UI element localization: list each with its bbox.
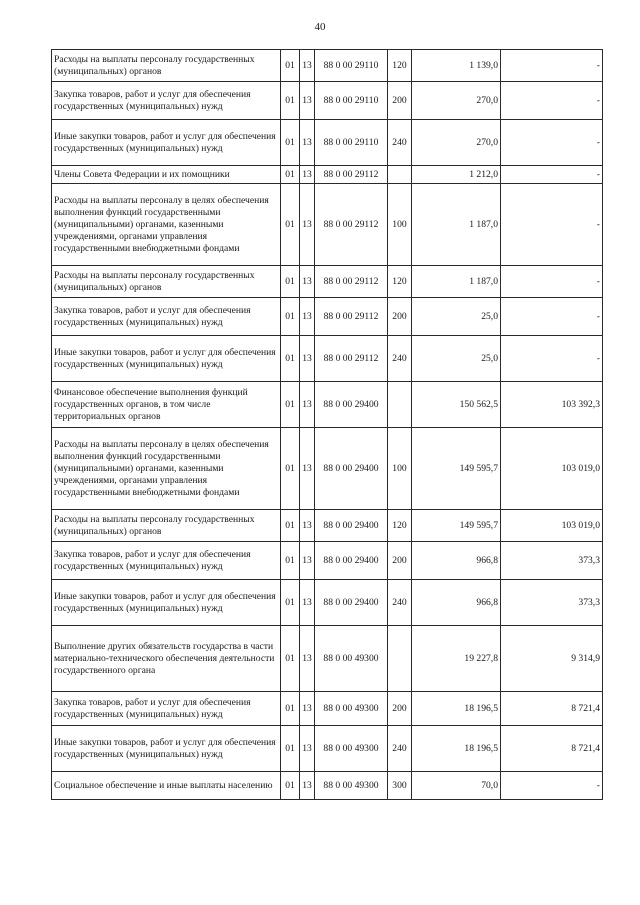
row-name: Закупка товаров, работ и услуг для обеспечения государственных (муниципальных) нужд: [52, 82, 281, 120]
row-name: Иные закупки товаров, работ и услуг для обеспечения государственных (муниципальных) нужд: [52, 726, 281, 772]
row-expense-code: 88 0 00 29110: [315, 120, 388, 166]
row-amount-2: -: [501, 184, 603, 266]
row-expense-type: [388, 382, 412, 428]
table-row: [52, 120, 603, 166]
row-expense-code: 88 0 00 29400: [315, 580, 388, 626]
row-expense-type: 100: [388, 428, 412, 510]
row-expense-code: 88 0 00 29110: [315, 50, 388, 82]
row-amount-2: -: [501, 120, 603, 166]
row-name: Расходы на выплаты персоналу государственных (муниципальных) органов: [52, 50, 281, 82]
table-row: [52, 298, 603, 336]
table-row: [52, 266, 603, 298]
row-amount-1: 18 196,5: [412, 692, 501, 726]
row-amount-1: 149 595,7: [412, 510, 501, 542]
row-amount-2: 103 019,0: [501, 428, 603, 510]
row-expense-type: 100: [388, 184, 412, 266]
row-amount-1: 966,8: [412, 580, 501, 626]
row-section-code: 01: [281, 772, 300, 800]
row-section-code: 01: [281, 382, 300, 428]
row-amount-2: -: [501, 166, 603, 184]
row-subsection-code: 13: [300, 298, 315, 336]
row-section-code: 01: [281, 120, 300, 166]
row-subsection-code: 13: [300, 82, 315, 120]
row-name: Расходы на выплаты персоналу государственных (муниципальных) органов: [52, 266, 281, 298]
table-row: [52, 772, 603, 800]
row-name: Финансовое обеспечение выполнения функций государственных органов, в том числе территориальных органов: [52, 382, 281, 428]
row-expense-code: 88 0 00 49300: [315, 726, 388, 772]
row-expense-type: 120: [388, 510, 412, 542]
row-amount-1: 1 212,0: [412, 166, 501, 184]
row-subsection-code: 13: [300, 120, 315, 166]
row-name: Расходы на выплаты персоналу в целях обеспечения выполнения функций государственными (муниципальными) органами, казенными учреждениями, органами управления государственными внебюджетными фондами: [52, 184, 281, 266]
row-amount-2: 373,3: [501, 542, 603, 580]
row-section-code: 01: [281, 626, 300, 692]
row-subsection-code: 13: [300, 580, 315, 626]
table-row: [52, 510, 603, 542]
row-section-code: 01: [281, 542, 300, 580]
row-expense-code: 88 0 00 49300: [315, 692, 388, 726]
row-name: Расходы на выплаты персоналу в целях обеспечения выполнения функций государственными (муниципальными) органами, казенными учреждениями, органами управления государственными внебюджетными фондами: [52, 428, 281, 510]
row-section-code: 01: [281, 692, 300, 726]
row-section-code: 01: [281, 184, 300, 266]
row-amount-1: 270,0: [412, 120, 501, 166]
row-name: Члены Совета Федерации и их помощники: [52, 166, 281, 184]
row-expense-code: 88 0 00 29400: [315, 382, 388, 428]
row-name: Закупка товаров, работ и услуг для обеспечения государственных (муниципальных) нужд: [52, 298, 281, 336]
row-amount-2: -: [501, 266, 603, 298]
row-subsection-code: 13: [300, 166, 315, 184]
row-expense-type: 200: [388, 692, 412, 726]
row-subsection-code: 13: [300, 772, 315, 800]
row-amount-2: -: [501, 82, 603, 120]
row-section-code: 01: [281, 726, 300, 772]
row-expense-type: 200: [388, 542, 412, 580]
row-expense-code: 88 0 00 29112: [315, 336, 388, 382]
row-subsection-code: 13: [300, 726, 315, 772]
table-row: [52, 336, 603, 382]
row-amount-1: 19 227,8: [412, 626, 501, 692]
table-row: [52, 542, 603, 580]
row-amount-1: 70,0: [412, 772, 501, 800]
budget-table: [51, 49, 603, 800]
row-section-code: 01: [281, 82, 300, 120]
row-subsection-code: 13: [300, 510, 315, 542]
row-expense-type: 120: [388, 266, 412, 298]
row-amount-1: 1 139,0: [412, 50, 501, 82]
row-amount-1: 1 187,0: [412, 266, 501, 298]
row-amount-2: 373,3: [501, 580, 603, 626]
row-expense-code: 88 0 00 29112: [315, 298, 388, 336]
table-row: [52, 166, 603, 184]
row-expense-code: 88 0 00 49300: [315, 772, 388, 800]
row-subsection-code: 13: [300, 626, 315, 692]
row-expense-type: 200: [388, 82, 412, 120]
row-expense-type: 200: [388, 298, 412, 336]
table-row: [52, 82, 603, 120]
row-section-code: 01: [281, 580, 300, 626]
row-expense-type: 300: [388, 772, 412, 800]
row-section-code: 01: [281, 336, 300, 382]
row-subsection-code: 13: [300, 184, 315, 266]
row-amount-2: 103 392,3: [501, 382, 603, 428]
row-amount-2: 8 721,4: [501, 692, 603, 726]
row-section-code: 01: [281, 266, 300, 298]
row-name: Иные закупки товаров, работ и услуг для обеспечения государственных (муниципальных) нужд: [52, 580, 281, 626]
row-expense-type: 240: [388, 120, 412, 166]
row-expense-type: 120: [388, 50, 412, 82]
row-name: Расходы на выплаты персоналу государственных (муниципальных) органов: [52, 510, 281, 542]
row-expense-type: 240: [388, 726, 412, 772]
row-expense-type: 240: [388, 580, 412, 626]
row-amount-1: 25,0: [412, 336, 501, 382]
row-expense-code: 88 0 00 29110: [315, 82, 388, 120]
row-name: Иные закупки товаров, работ и услуг для обеспечения государственных (муниципальных) нужд: [52, 120, 281, 166]
row-amount-1: 18 196,5: [412, 726, 501, 772]
table-row: [52, 184, 603, 266]
row-section-code: 01: [281, 298, 300, 336]
row-expense-code: 88 0 00 29112: [315, 266, 388, 298]
row-subsection-code: 13: [300, 266, 315, 298]
row-expense-code: 88 0 00 29400: [315, 542, 388, 580]
row-name: Выполнение других обязательств государства в части материально-технического обеспечения деятельности государственного органа: [52, 626, 281, 692]
row-amount-2: -: [501, 298, 603, 336]
table-row: [52, 726, 603, 772]
row-amount-2: -: [501, 336, 603, 382]
row-amount-2: -: [501, 50, 603, 82]
row-expense-code: 88 0 00 29400: [315, 428, 388, 510]
row-amount-1: 25,0: [412, 298, 501, 336]
row-section-code: 01: [281, 510, 300, 542]
row-amount-2: 8 721,4: [501, 726, 603, 772]
row-expense-code: 88 0 00 29112: [315, 166, 388, 184]
table-row: [52, 50, 603, 82]
row-name: Закупка товаров, работ и услуг для обеспечения государственных (муниципальных) нужд: [52, 692, 281, 726]
row-subsection-code: 13: [300, 692, 315, 726]
row-section-code: 01: [281, 428, 300, 510]
row-expense-type: [388, 166, 412, 184]
row-expense-code: 88 0 00 49300: [315, 626, 388, 692]
row-expense-type: [388, 626, 412, 692]
row-expense-code: 88 0 00 29112: [315, 184, 388, 266]
row-subsection-code: 13: [300, 542, 315, 580]
row-name: Социальное обеспечение и иные выплаты населению: [52, 772, 281, 800]
table-row: [52, 692, 603, 726]
row-expense-code: 88 0 00 29400: [315, 510, 388, 542]
row-amount-1: 149 595,7: [412, 428, 501, 510]
row-amount-1: 1 187,0: [412, 184, 501, 266]
row-name: Иные закупки товаров, работ и услуг для обеспечения государственных (муниципальных) нужд: [52, 336, 281, 382]
row-amount-2: 103 019,0: [501, 510, 603, 542]
row-subsection-code: 13: [300, 428, 315, 510]
table-row: [52, 626, 603, 692]
row-amount-2: 9 314,9: [501, 626, 603, 692]
row-amount-1: 150 562,5: [412, 382, 501, 428]
row-subsection-code: 13: [300, 336, 315, 382]
table-row: [52, 580, 603, 626]
table-row: [52, 382, 603, 428]
table-row: [52, 428, 603, 510]
table-body: [52, 50, 603, 800]
row-amount-1: 966,8: [412, 542, 501, 580]
row-section-code: 01: [281, 50, 300, 82]
row-name: Закупка товаров, работ и услуг для обеспечения государственных (муниципальных) нужд: [52, 542, 281, 580]
row-amount-2: -: [501, 772, 603, 800]
row-subsection-code: 13: [300, 50, 315, 82]
row-section-code: 01: [281, 166, 300, 184]
page-number: 40: [314, 21, 326, 33]
row-subsection-code: 13: [300, 382, 315, 428]
row-expense-type: 240: [388, 336, 412, 382]
row-amount-1: 270,0: [412, 82, 501, 120]
